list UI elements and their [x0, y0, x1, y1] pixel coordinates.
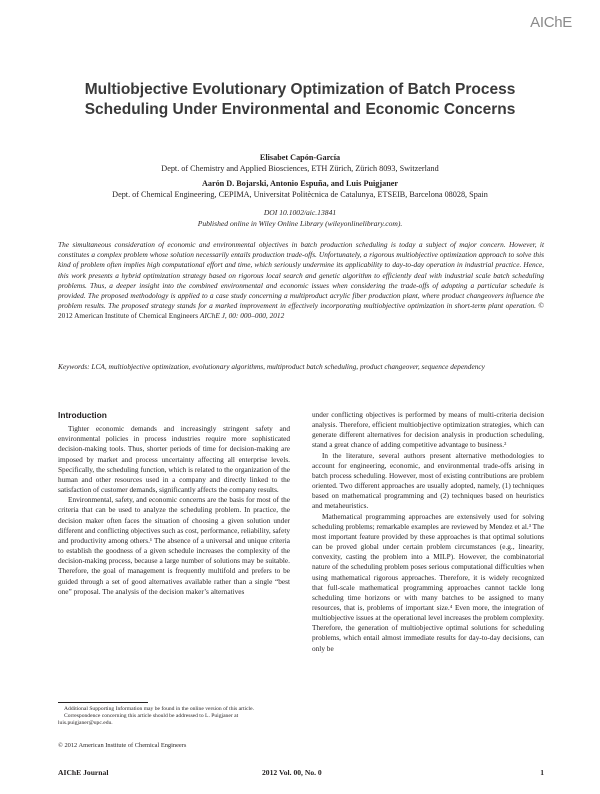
abstract-citation: AIChE J, 00: 000–000, 2012 — [199, 311, 285, 321]
footnote-divider — [58, 702, 148, 703]
footnotes — [58, 702, 290, 727]
title-line-1: Multiobjective Evolutionary Optimization of Batch Process — [84, 81, 516, 98]
copyright-line: © 2012 American Institute of Chemical Engineers — [58, 742, 187, 749]
abstract-copyright: © 2012 American Institute of Chemical Engineers — [58, 301, 544, 321]
body-paragraph: Mathematical programming approaches are extensively used for solving scheduling problems; remarkable examples are reviewed by Mendez et al.³ The most important feature provided by these approaches is that optimal solutions can be proved global under certain problem circumstances (e.g., linearity, convexity, casting the problem into a MILP). However, the combinatorial nature of the scheduling problem poses serious computational difficulties when using mathematical rigorous approaches. Therefore, it is widely recognized that full-scale mathematical programming approaches cannot tackle long scheduling time horizons or with many batches to be assigned to many resources, that is, problems of important size.⁴ Even more, the integration of multiobjective issues at the operational level increases the problem complexity. Therefore, the generation of multiobjective optimal solutions for scheduling problems, which entail almost immediate results for day-to-day decisions, can only be — [312, 511, 544, 653]
abstract-text: The simultaneous consideration of economic and environmental objectives in batch production scheduling is today a subject of major concern. However, it constitutes a complex problem whose solution necessarily entails production trade-offs. Unfortunately, a rigorous multiobjective optimization approach to solve this kind of problem often implies high computational effort and time, which seriously undermine its applicability to day-to-day operation in industrial practice. Hence, this work presents a hybrid optimization strategy based on rigorous local search and genetic algorithm to efficiently deal with industrial scale batch scheduling problems. Thus, a deeper insight into the combined environmental and economic issues when considering the trade-offs of adopting a particular schedule is provided. The proposed methodology is applied to a case study concerning a multiproduct acrylic fiber production plant, where product changeovers influence the problem results. The proposed strategy stands for a marked improvement in effectively incorporating multiobjective optimization in short-term plant operation. — [58, 240, 544, 311]
footer-page-number: 1 — [540, 768, 544, 777]
body-column-left — [58, 410, 290, 597]
body-paragraph: In the literature, several authors present alternative methodologies to account for engineering, economic, and environmental trade-offs arising in batch process scheduling. However, most of existing contributions are problem oriented. Two different approaches are usually adopted, namely, (1) techniques based on mathematical programming and (2) techniques based on heuristics and metaheuristics. — [312, 450, 544, 511]
footnote: Additional Supporting Information may be found in the online version of this article. — [64, 706, 254, 712]
published-online-note: Published online in Wiley Online Library (wileyonlinelibrary.com). — [197, 218, 403, 228]
doi-link[interactable]: DOI 10.1002/aic.13841 — [263, 208, 337, 217]
section-heading-introduction: Introduction — [58, 410, 107, 420]
footer-issue: 2012 Vol. 00, No. 0 — [262, 768, 322, 777]
author-names: Elisabet Capón-García — [259, 153, 341, 162]
title-line-2: Scheduling Under Environmental and Economic Concerns — [84, 101, 516, 118]
abstract — [58, 240, 544, 322]
article-title — [60, 80, 540, 120]
keywords — [58, 362, 544, 372]
doi-block — [40, 208, 560, 229]
body-column-right — [312, 410, 544, 654]
footer-journal: AIChE Journal — [58, 768, 109, 777]
author-names: Aarón D. Bojarski, Antonio Espuña, and Luis Puigjaner — [201, 179, 399, 188]
author-block-2 — [40, 178, 560, 200]
author-affiliation: Dept. of Chemistry and Applied Biosciences, ETH Zürich, Zürich 8093, Switzerland — [161, 164, 439, 173]
footnote: Correspondence concerning this article should be addressed to L. Puigjaner at luis.puigjaner@upc.edu. — [58, 713, 239, 727]
body-paragraph: Environmental, safety, and economic concerns are the basis for most of the criteria that can be used to analyze the scheduling problem. In practice, the decision maker often faces the situation of choosing a given solution under different and conflicting objectives such as cost, performance, reliability, safety and productivity among others.¹ The absence of a universal and unique criteria to establish the goodness of a given schedule increases the complexity of the decision-making process, because a large number of solutions may be suitable. Therefore, the goal of management is frequently multifold and prefers to be guided through a set of good alternatives available rather than a single “best one” proposal. The analysis of the decision maker’s alternatives — [58, 495, 290, 596]
body-paragraph: under conflicting objectives is performed by means of multi-criteria decision analysis. Therefore, efficient multiobjective optimization strategies, which can generate different alternatives for decision analysis in production scheduling, stand a great chance of adding competitive advantage to business.² — [312, 410, 544, 450]
author-affiliation: Dept. of Chemical Engineering, CEPIMA, Universitat Politècnica de Catalunya, ETSEIB, Barcelona 08028, Spain — [112, 190, 488, 199]
author-block-1 — [40, 152, 560, 174]
keywords-text: LCA, multiobjective optimization, evolutionary algorithms, multiproduct batch scheduling, product changeover, sequence dependency — [91, 362, 485, 371]
journal-brand-logo: AIChE — [530, 14, 572, 31]
keywords-label: Keywords: — [58, 362, 90, 371]
body-paragraph: Tighter economic demands and increasingly stringent safety and environmental policies in process industries require more sophisticated decision-making tools. Thus, shorter periods of time for decision-making are imposed by market and process uncertainty affecting all enterprise levels. Specifically, the scheduling function, which is related to the organization of the human and other resources used in a company and directly linked to the satisfaction of customer demands, significantly affects the company results. — [58, 424, 290, 495]
